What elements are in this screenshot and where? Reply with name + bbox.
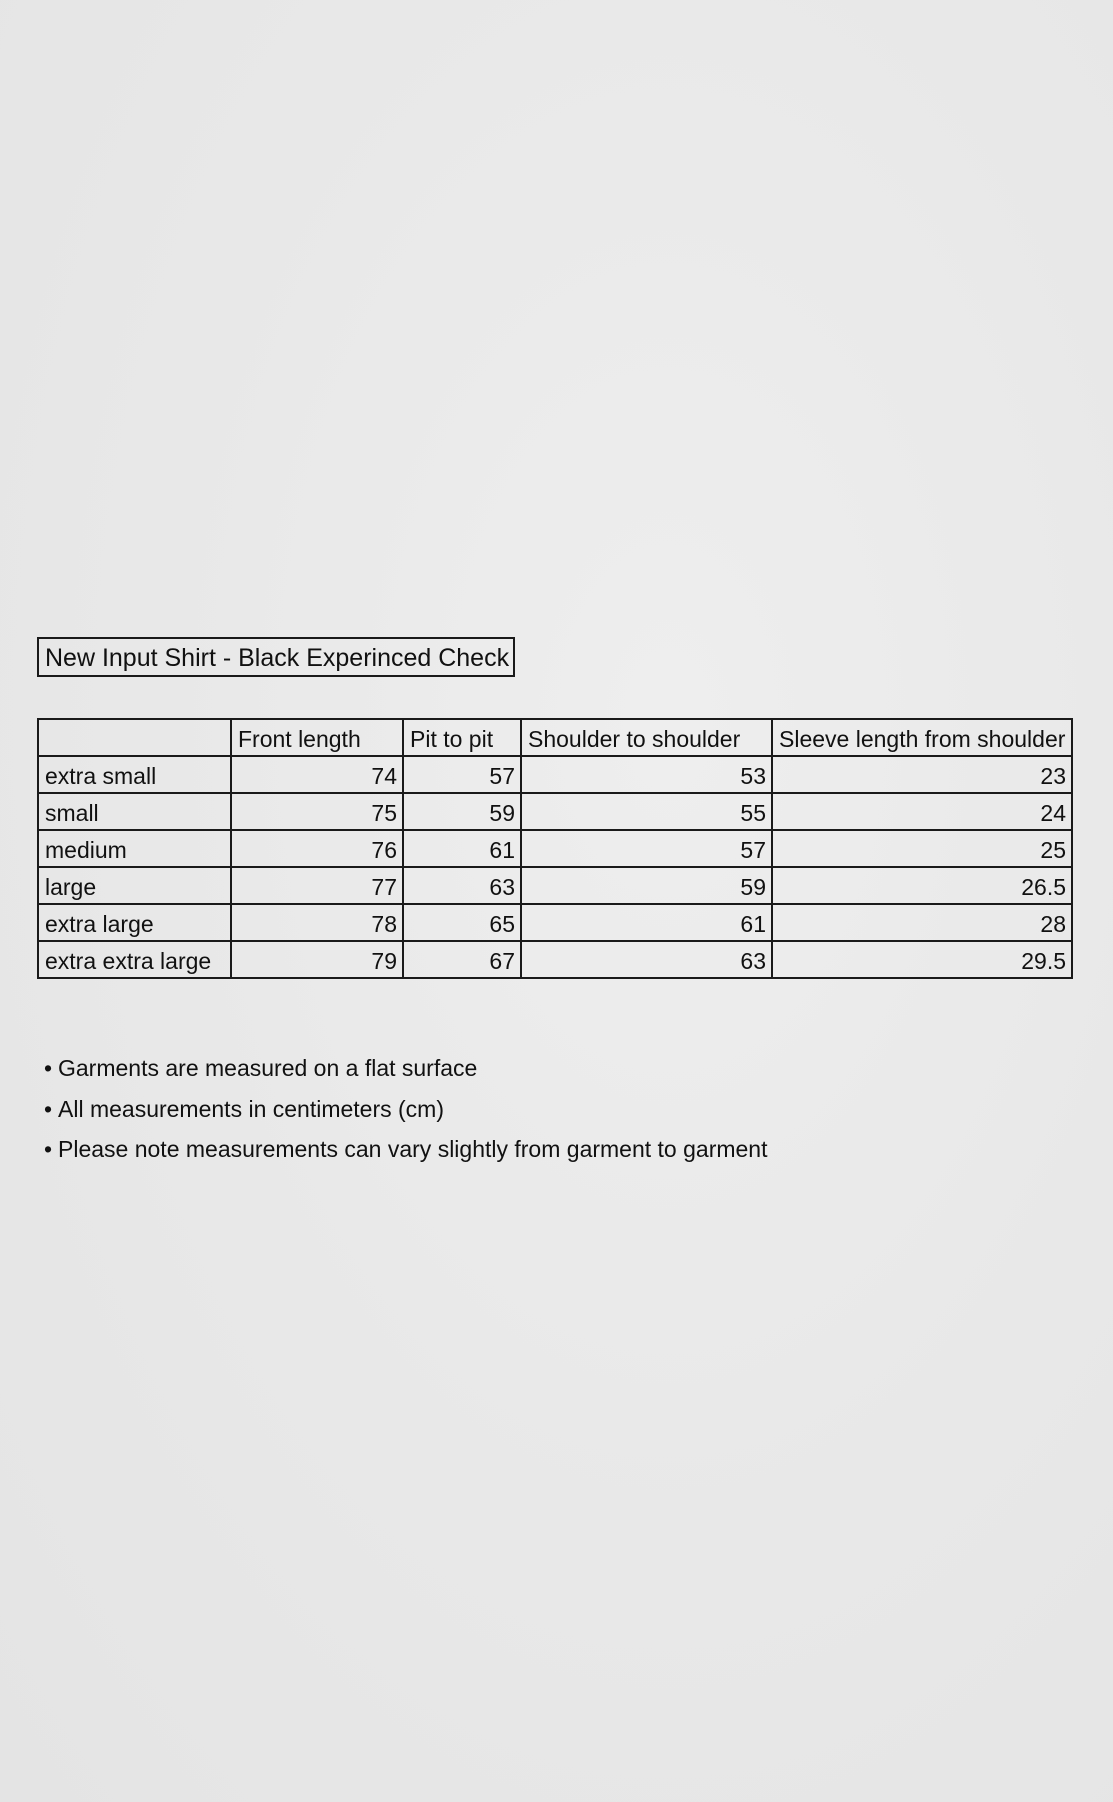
note-text: Garments are measured on a flat surface <box>58 1055 478 1081</box>
shoulder-to-shoulder-value: 61 <box>521 904 772 941</box>
front-length-value: 79 <box>231 941 403 978</box>
page-title: New Input Shirt - Black Experinced Check <box>37 637 515 677</box>
sleeve-length-value: 26.5 <box>772 867 1072 904</box>
note-item <box>44 1089 768 1130</box>
shoulder-to-shoulder-value: 57 <box>521 830 772 867</box>
pit-to-pit-value: 67 <box>403 941 521 978</box>
table-header-row <box>38 719 1072 756</box>
note-item <box>44 1048 768 1089</box>
shoulder-to-shoulder-value: 59 <box>521 867 772 904</box>
table-row <box>38 867 1072 904</box>
measurement-notes <box>44 1048 768 1170</box>
pit-to-pit-value: 61 <box>403 830 521 867</box>
size-label: extra small <box>38 756 231 793</box>
sleeve-length-value: 25 <box>772 830 1072 867</box>
header-cell-sleeve-length: Sleeve length from shoulder <box>772 719 1072 756</box>
note-text: All measurements in centimeters (cm) <box>58 1095 444 1122</box>
shoulder-to-shoulder-value: 55 <box>521 793 772 830</box>
bullet-icon: • <box>44 1136 53 1162</box>
header-cell-shoulder-to-shoulder: Shoulder to shoulder <box>521 719 772 756</box>
front-length-value: 78 <box>231 904 403 941</box>
table-row <box>38 756 1072 793</box>
front-length-value: 75 <box>231 793 403 830</box>
size-label: small <box>38 793 231 830</box>
sleeve-length-value: 23 <box>772 756 1072 793</box>
header-cell-size <box>38 719 231 756</box>
sleeve-length-value: 29.5 <box>772 941 1072 978</box>
table-row <box>38 941 1072 978</box>
note-item <box>44 1129 768 1170</box>
sleeve-length-value: 24 <box>772 793 1072 830</box>
front-length-value: 77 <box>231 867 403 904</box>
shoulder-to-shoulder-value: 63 <box>521 941 772 978</box>
header-cell-pit-to-pit: Pit to pit <box>403 719 521 756</box>
size-chart-table <box>37 718 1073 979</box>
sleeve-length-value: 28 <box>772 904 1072 941</box>
bullet-icon: • <box>44 1055 53 1081</box>
bullet-icon: • <box>44 1095 53 1122</box>
pit-to-pit-value: 59 <box>403 793 521 830</box>
front-length-value: 74 <box>231 756 403 793</box>
pit-to-pit-value: 63 <box>403 867 521 904</box>
size-label: extra extra large <box>38 941 231 978</box>
header-cell-front-length: Front length <box>231 719 403 756</box>
table-row <box>38 830 1072 867</box>
table-row <box>38 793 1072 830</box>
shoulder-to-shoulder-value: 53 <box>521 756 772 793</box>
pit-to-pit-value: 57 <box>403 756 521 793</box>
size-label: medium <box>38 830 231 867</box>
size-label: extra large <box>38 904 231 941</box>
size-label: large <box>38 867 231 904</box>
front-length-value: 76 <box>231 830 403 867</box>
note-text: Please note measurements can vary slightly from garment to garment <box>58 1136 768 1162</box>
table-row <box>38 904 1072 941</box>
pit-to-pit-value: 65 <box>403 904 521 941</box>
